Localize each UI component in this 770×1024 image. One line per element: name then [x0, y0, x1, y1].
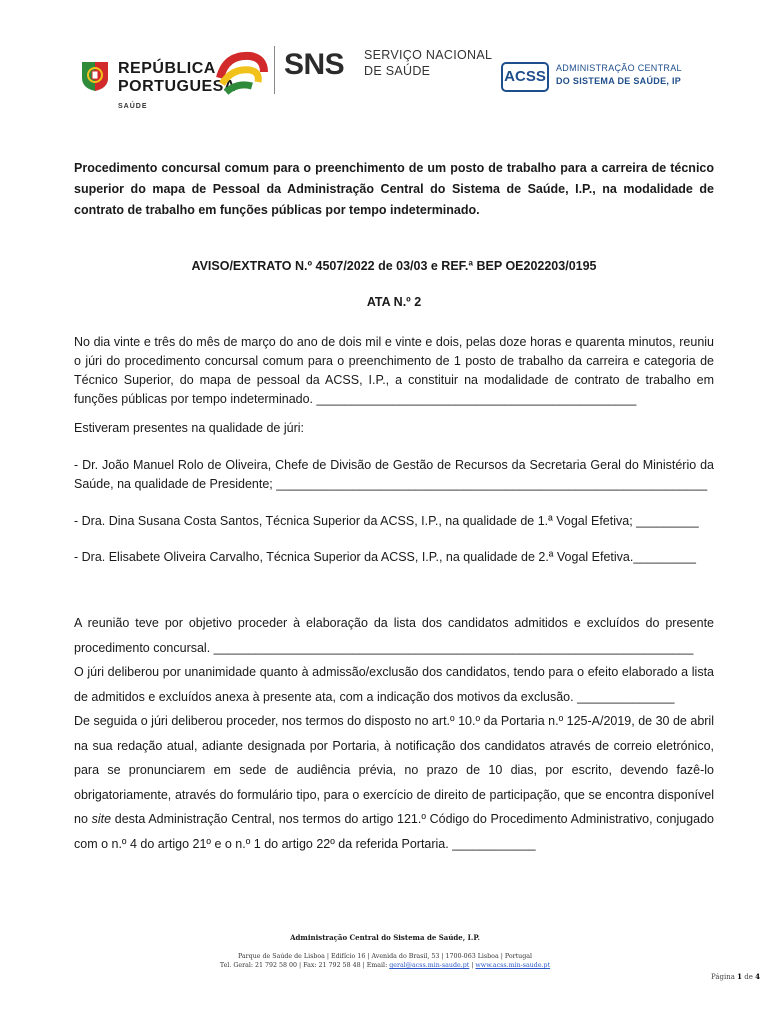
page-footer	[0, 933, 770, 969]
jury-member-president: - Dr. João Manuel Rolo de Oliveira, Chefe de Divisão de Gestão de Recursos da Secretaria Geral do Ministério da Saúde, na qualidade de Presidente; ______________________________________________________________	[74, 458, 714, 491]
footer-separator: |	[469, 962, 476, 969]
page-of: de	[742, 973, 756, 981]
site-word: site	[91, 812, 112, 826]
jury-member-second-vogal: - Dra. Elisabete Oliveira Carvalho, Técnica Superior da ACSS, I.P., na qualidade de 2.ª Vogal Efetiva._________	[74, 550, 696, 564]
footer-organization: Administração Central do Sistema de Saúde, I.P.	[290, 933, 480, 942]
paragraph-notification	[74, 709, 714, 856]
page-number	[711, 972, 760, 981]
letterhead	[78, 40, 698, 115]
sns-subtitle-line2: DE SAÚDE	[364, 64, 431, 78]
acss-subtitle-line1: ADMINISTRAÇÃO CENTRAL	[556, 63, 682, 73]
republica-text: REPÚBLICA	[118, 60, 216, 77]
footer-email-link[interactable]: geral@acss.min-saude.pt	[389, 962, 470, 969]
footer-phone-fax: Tel. Geral: 21 792 58 00 | Fax: 21 792 58 48 | Email:	[219, 962, 390, 969]
saude-ribbon-icon	[216, 48, 268, 98]
portuguesa-text: PORTUGUESA	[118, 78, 236, 95]
page-current: 1	[737, 972, 743, 981]
deliberation-section	[74, 611, 714, 856]
document-title: Procedimento concursal comum para o preenchimento de um posto de trabalho para a carreira de técnico superior do mapa de Pessoal da Administração Central do Sistema de Saúde, I.P., na modalidade de contrato de trabalho em funções públicas por tempo indeterminado.	[74, 161, 714, 217]
page-label: Página	[710, 973, 738, 981]
sns-logo-text: SNS	[284, 48, 345, 81]
portugal-emblem-icon	[80, 58, 110, 92]
aviso-reference: AVISO/EXTRATO N.º 4507/2022 de 03/03 e REF.ª BEP OE202203/0195	[191, 259, 597, 273]
acss-subtitle-line2: DO SISTEMA DE SAÚDE, IP	[556, 76, 682, 86]
paragraph-meeting-objective: A reunião teve por objetivo proceder à elaboração da lista dos candidatos admitidos e excluídos do presente procedimento concursal. _____________________________________________________________________	[74, 616, 714, 655]
page-total: 4	[755, 972, 760, 981]
saude-subtitle: SAÚDE	[118, 103, 148, 110]
header-separator	[274, 46, 275, 94]
paragraph-admission-decision: O júri deliberou por unanimidade quanto à admissão/exclusão dos candidatos, tendo para o efeito elaborado a lista de admitidos e excluídos anexa à presente ata, com a indicação dos motivos da exclusão. ______________	[74, 665, 714, 704]
sns-subtitle-line1: SERVIÇO NACIONAL	[364, 48, 493, 62]
paragraph-meeting-intro: No dia vinte e três do mês de março do ano de dois mil e vinte e dois, pelas doze horas e quarenta minutos, reuniu o júri do procedimento concursal comum para o preenchimento de 1 posto de trabalho da carreira e categoria de Técnico Superior, do mapa de pessoal da ACSS, I.P., a constituir na modalidade de contrato de trabalho em funções públicas por tempo indeterminado. ______________________________________________	[74, 335, 714, 406]
footer-website-link[interactable]: www.acss.min-saude.pt	[475, 962, 551, 969]
republica-portuguesa-logo	[78, 46, 268, 116]
paragraph-jury-present: Estiveram presentes na qualidade de júri:	[74, 421, 304, 435]
footer-address: Parque de Saúde de Lisboa | Edifício 16 | Avenida do Brasil, 53 | 1700-063 Lisboa | Portugal	[237, 953, 533, 960]
notification-text-part1: De seguida o júri deliberou proceder, nos termos do disposto no art.º 10.º da Portaria n.º 125-A/2019, de 30 de abril na sua redação atual, adiante designada por Portaria, à notificação dos candidatos através de correio eletrónico, para se pronunciarem em sede de audiência prévia, no prazo de 10 dias, por escrito, devendo fazê-lo obrigatoriamente, através do formulário tipo, para o exercício de direito de participação, que se encontra disponível no	[74, 714, 714, 826]
document-body	[74, 158, 714, 856]
ata-number: ATA N.º 2	[366, 295, 422, 309]
footer-contacts	[0, 962, 770, 969]
notification-text-part2: desta Administração Central, nos termos do artigo 121.º Código do Procedimento Administrativo, conjugado com o n.º 4 do artigo 21º e o n.º 1 do artigo 22º da referida Portaria. ____________	[74, 812, 714, 851]
jury-member-first-vogal: - Dra. Dina Susana Costa Santos, Técnica Superior da ACSS, I.P., na qualidade de 1.ª Vogal Efetiva; _________	[74, 514, 699, 528]
acss-logo: ACSS	[501, 62, 549, 92]
